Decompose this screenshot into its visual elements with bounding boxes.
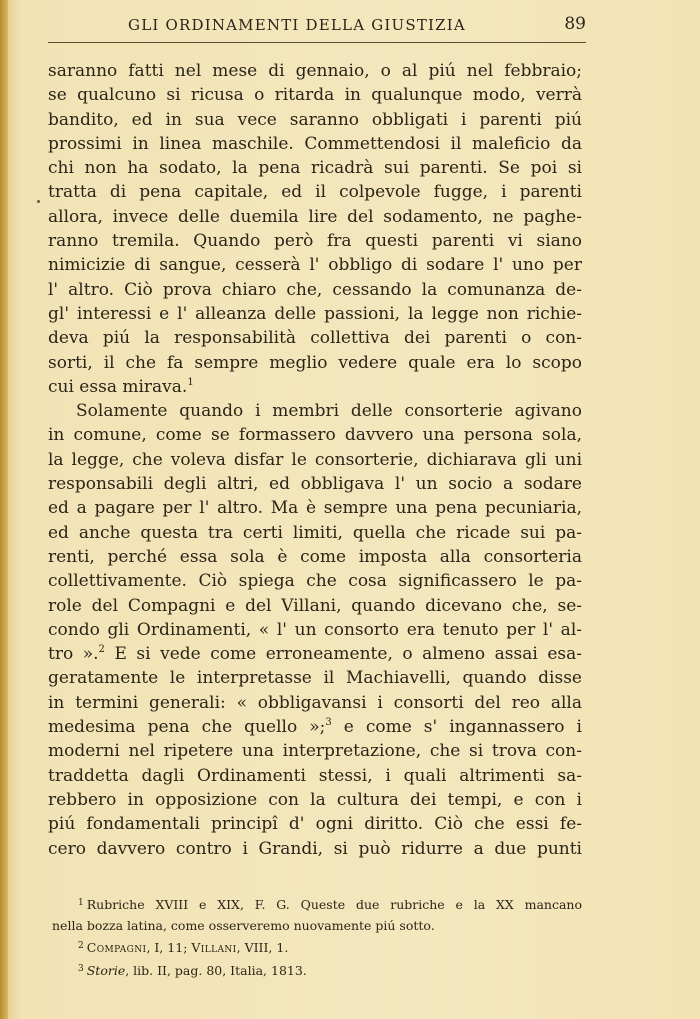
footnote-1 (52, 893, 582, 916)
footnote-3 (52, 959, 582, 982)
page-spine (0, 0, 8, 1019)
text-line: moderni nel ripetere una interpretazione, che si trova con- (48, 741, 582, 762)
footnote-mark: 1 (187, 376, 194, 388)
text-line: prossimi in linea maschile. Commettendosi il maleficio da (48, 133, 582, 154)
text-line: ed anche questa tra certi limiti, quella che ricade sui pa- (48, 522, 582, 543)
text-line: geratamente le interpretasse il Machiavelli, quando disse (48, 668, 582, 689)
text-line: condo gli Ordinamenti, « l' un consorto era tenuto per l' al- (48, 619, 582, 640)
text-line (48, 715, 582, 739)
text-line: sorti, il che fa sempre meglio vedere quale era lo scopo (48, 352, 582, 373)
text-line: Solamente quando i membri delle consorterie agivano (76, 401, 582, 422)
footnote-2 (52, 936, 582, 959)
footnote-number: 2 (78, 941, 84, 951)
footnote-author: Compagni (86, 940, 147, 955)
text-line: piú fondamentali principî d' ogni diritto. Ciò che essi fe- (48, 814, 582, 835)
footnote-mark: 2 (98, 644, 105, 656)
text-line: bandito, ed in sua vece saranno obbligati i parenti piú (48, 109, 582, 130)
footnote-work: Storie (86, 962, 126, 978)
text-line: cero davvero contro i Grandi, si può ridurre a due punti (48, 838, 582, 859)
text-line: chi non ha sodato, la pena ricadrà sui parenti. Se poi si (48, 158, 582, 179)
footnote-ref: , I, 11; (146, 940, 192, 955)
text-line: responsabili degli altri, ed obbligava l' un socio a sodare (48, 474, 582, 495)
text-line: se qualcuno si ricusa o ritarda in qualunque modo, verrà (48, 85, 582, 106)
text-line: allora, invece delle duemila lire del sodamento, ne paghe- (48, 206, 582, 227)
text-line: collettivamente. Ciò spiega che cosa significassero le pa- (48, 571, 582, 592)
text-line: traddetta dagli Ordinamenti stessi, i quali altrimenti sa- (48, 765, 582, 786)
text-line: la legge, che voleva disfar le consorterie, dichiarava gli uni (48, 449, 582, 470)
text-line (48, 375, 582, 399)
text-line: ranno tremila. Quando però fra questi parenti vi siano (48, 231, 582, 252)
text-line (48, 642, 582, 666)
text-fragment: e come s' ingannassero i (331, 717, 582, 738)
text-line: in termini generali: « obbligavansi i consorti del reo alla (48, 692, 582, 713)
page-header (48, 12, 586, 40)
text-fragment: cui essa mirava. (48, 376, 188, 397)
footnote-ref: , lib. II, pag. 80, Italia, 1813. (125, 962, 307, 978)
footnote-number: 3 (78, 963, 84, 974)
header-rule (48, 42, 586, 43)
text-line: tratta di pena capitale, ed il colpevole fugge, i parenti (48, 182, 582, 203)
text-fragment: tro ». (48, 644, 99, 665)
text-fragment: medesima pena che quello »; (48, 717, 326, 738)
running-title: GLI ORDINAMENTI DELLA GIUSTIZIA (128, 16, 466, 34)
text-line: in comune, come se formassero davvero una persona sola, (48, 425, 582, 446)
text-line: l' altro. Ciò prova chiaro che, cessando la comunanza de- (48, 279, 582, 300)
ink-fleck (37, 200, 40, 203)
text-line: gl' interessi e l' alleanza delle passioni, la legge non richie- (48, 303, 582, 324)
text-line: renti, perché essa sola è come imposta alla consorteria (48, 546, 582, 567)
text-line: deva piú la responsabilità collettiva dei parenti o con- (48, 328, 582, 349)
footnote-mark: 3 (325, 717, 332, 729)
footnotes (52, 893, 582, 981)
text-line: saranno fatti nel mese di gennaio, o al piú nel febbraio; (48, 61, 582, 81)
footnote-1-continued: nella bozza latina, come osserveremo nuovamente piú sotto. (52, 917, 435, 933)
text-line: nimicizie di sangue, cesserà l' obbligo di sodare l' uno per (48, 255, 582, 276)
text-fragment: E si vede come erroneamente, o almeno assai esa- (104, 644, 583, 665)
text-line: rebbero in opposizione con la cultura dei tempi, e con i (48, 789, 582, 810)
page-number: 89 (564, 14, 586, 34)
footnote-ref: , VIII, 1. (236, 940, 289, 955)
footnote-text: Rubriche XVIII e XIX, F. G. Queste due rubriche e la XX mancano (86, 897, 582, 912)
text-line: role del Compagni e del Villani, quando dicevano che, se- (48, 595, 582, 616)
body-text (48, 59, 582, 861)
footnote-author: Villani (191, 940, 237, 955)
text-line: ed a pagare per l' altro. Ma è sempre una pena pecuniaria, (48, 498, 582, 519)
footnote-number: 1 (78, 898, 84, 908)
